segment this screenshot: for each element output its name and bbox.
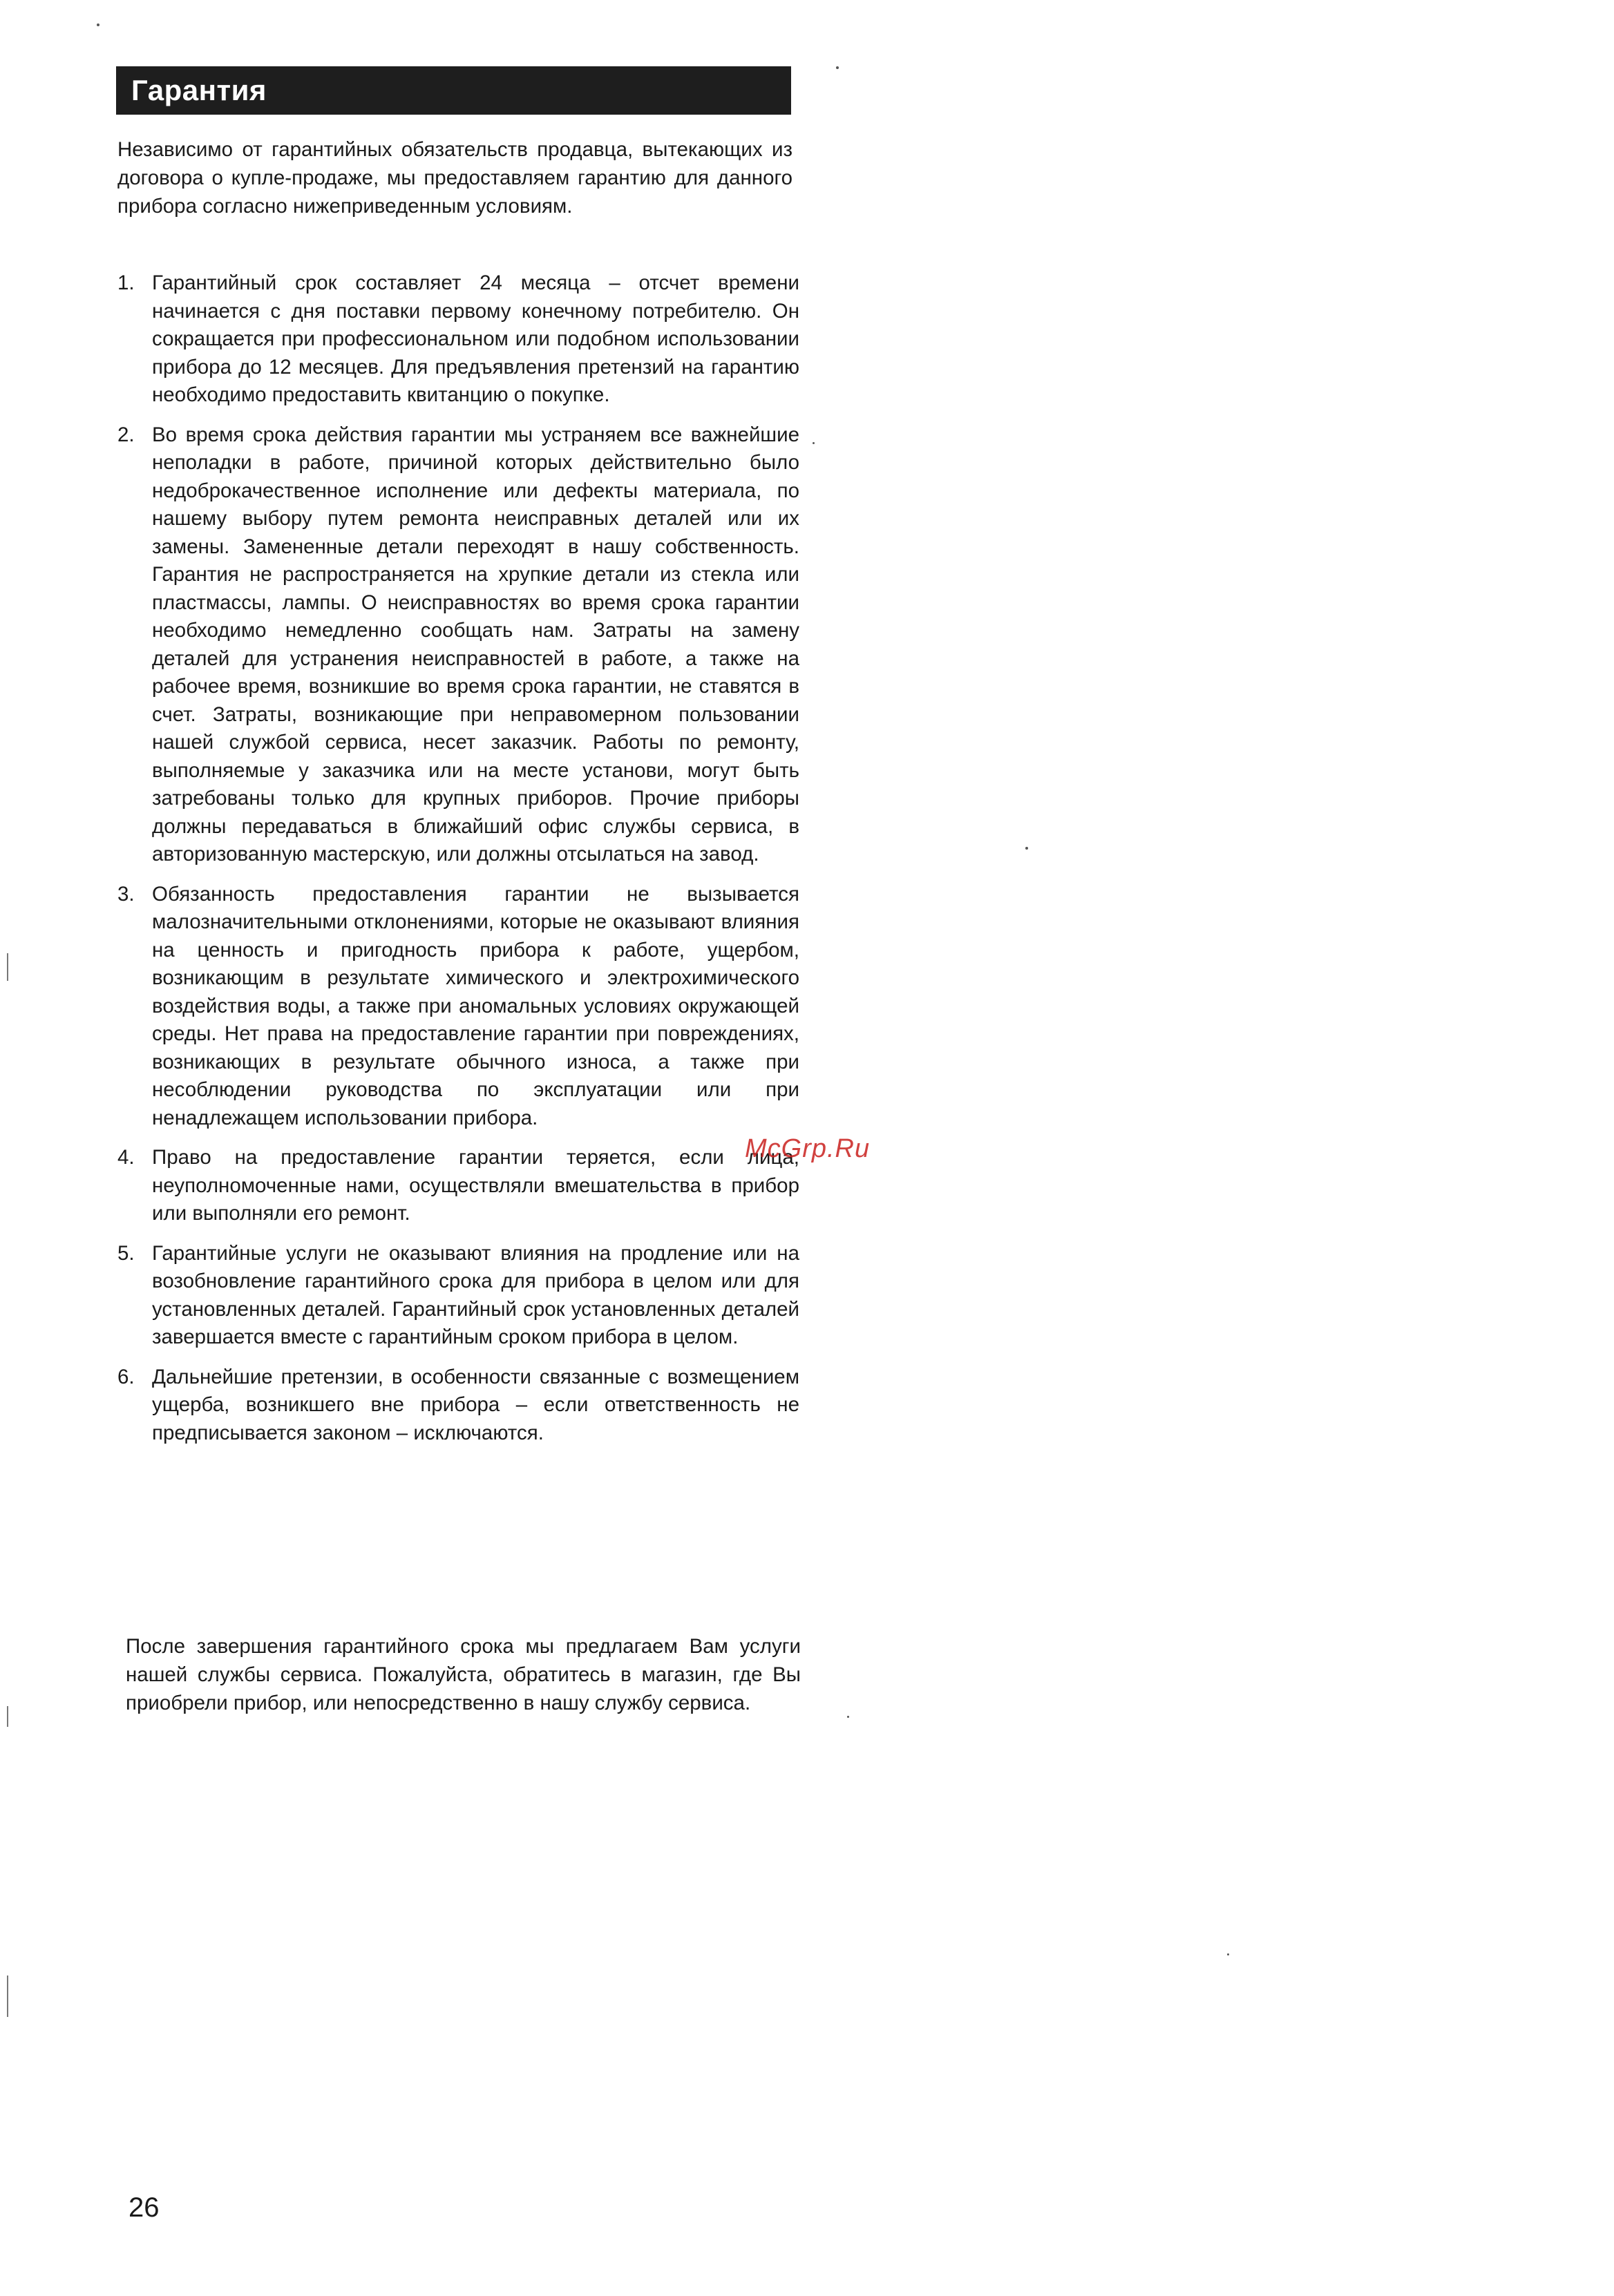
list-item-text: Право на предоставление гарантии теряется, если лица, неуполномоченные нами, осуществляли вмешательства в прибор или выполняли его ремонт.	[152, 1146, 799, 1225]
list-item-number: 1.	[117, 271, 135, 294]
watermark: McGrp.Ru	[745, 1134, 871, 1163]
outro-paragraph: После завершения гарантийного срока мы предлагаем Вам услуги нашей службы сервиса. Пожалуйста, обратитесь в магазин, где Вы приобрели прибор, или непосредственно в нашу службу сервиса.	[126, 1635, 801, 1714]
list-item-text: Гарантийный срок составляет 24 месяца – отсчет времени начинается с дня поставки первому конечному потребителю. Он сокращается при профессиональном или подобном использовании прибора до 12 месяцев. Для предъявления претензий на гарантию необходимо предоставить квитанцию о покупке.	[152, 271, 799, 406]
scan-speck	[97, 23, 99, 26]
scan-speck	[1227, 1953, 1229, 1955]
scan-speck	[847, 1716, 849, 1718]
list-item-text: Во время срока действия гарантии мы устраняем все важнейшие неполадки в работе, причиной которых действительно было недоброкачественное исполнение или дефекты материала, по нашему выбору путем ремонта неисправных деталей или их замены. Замененные детали переходят в нашу собственность. Гарантия не распространяется на хрупкие детали из стекла или пластмассы, лампы. О неисправностях во время срока гарантии необходимо немедленно сообщать нам. Затраты на замену деталей для устранения неисправностей в работе, а также на рабочее время, возникшие во время срока гарантии, не ставятся в счет. Затраты, возникающие при неправомерном пользовании нашей службой сервиса, несет заказчик. Работы по ремонту, выполняемые у заказчика или на месте установи, могут быть затребованы только для крупных приборов. Прочие приборы должны передаваться в ближайший офис службы сервиса, в авторизованную мастерскую, или должны отсылаться на завод.	[152, 423, 799, 865]
scan-speck	[813, 442, 815, 444]
intro-paragraph: Независимо от гарантийных обязательств продавца, вытекающих из договора о купле-продаже, мы предоставляем гарантию для данного прибора согласно нижеприведенным условиям.	[117, 138, 792, 218]
scan-edge-mark	[7, 1975, 8, 2017]
list-item	[117, 1364, 799, 1448]
list-item	[117, 269, 799, 410]
scan-edge-mark	[7, 953, 8, 981]
list-item-number: 3.	[117, 882, 135, 906]
list-item-text: Обязанность предоставления гарантии не вызывается малозначительными отклонениями, которые не оказывают влияния на ценность и пригодность прибора к работе, ущербом, возникающим в результате химического и электрохимического воздействия воды, а также при аномальных условиях окружающей среды. Нет права на предоставление гарантии при повреждениях, возникающих в результате обычного износа, а также при несоблюдении руководства по эксплуатации или при ненадлежащем использовании прибора.	[152, 882, 799, 1129]
scan-speck	[836, 66, 839, 69]
list-item	[117, 421, 799, 869]
list-item-number: 2.	[117, 423, 135, 446]
warranty-terms-list	[117, 269, 799, 1459]
list-item-number: 4.	[117, 1146, 135, 1169]
list-item	[117, 1240, 799, 1352]
list-item	[117, 1144, 799, 1228]
list-item-text: Гарантийные услуги не оказывают влияния на продление или на возобновление гарантийного срока для прибора в целом или для установленных деталей. Гарантийный срок установленных деталей завершается вместе с гарантийным сроком прибора в целом.	[152, 1241, 799, 1348]
section-title: Гарантия	[131, 74, 267, 106]
list-item	[117, 881, 799, 1133]
list-item-number: 5.	[117, 1241, 135, 1265]
list-item-text: Дальнейшие претензии, в особенности связанные с возмещением ущерба, возникшего вне прибора – если ответственность не предписывается законом – исключаются.	[152, 1365, 799, 1444]
list-item-number: 6.	[117, 1365, 135, 1388]
scan-speck	[1025, 847, 1028, 850]
scan-edge-mark	[7, 1706, 8, 1727]
page-number: 26	[129, 2192, 160, 2223]
section-title-bar	[116, 66, 791, 115]
